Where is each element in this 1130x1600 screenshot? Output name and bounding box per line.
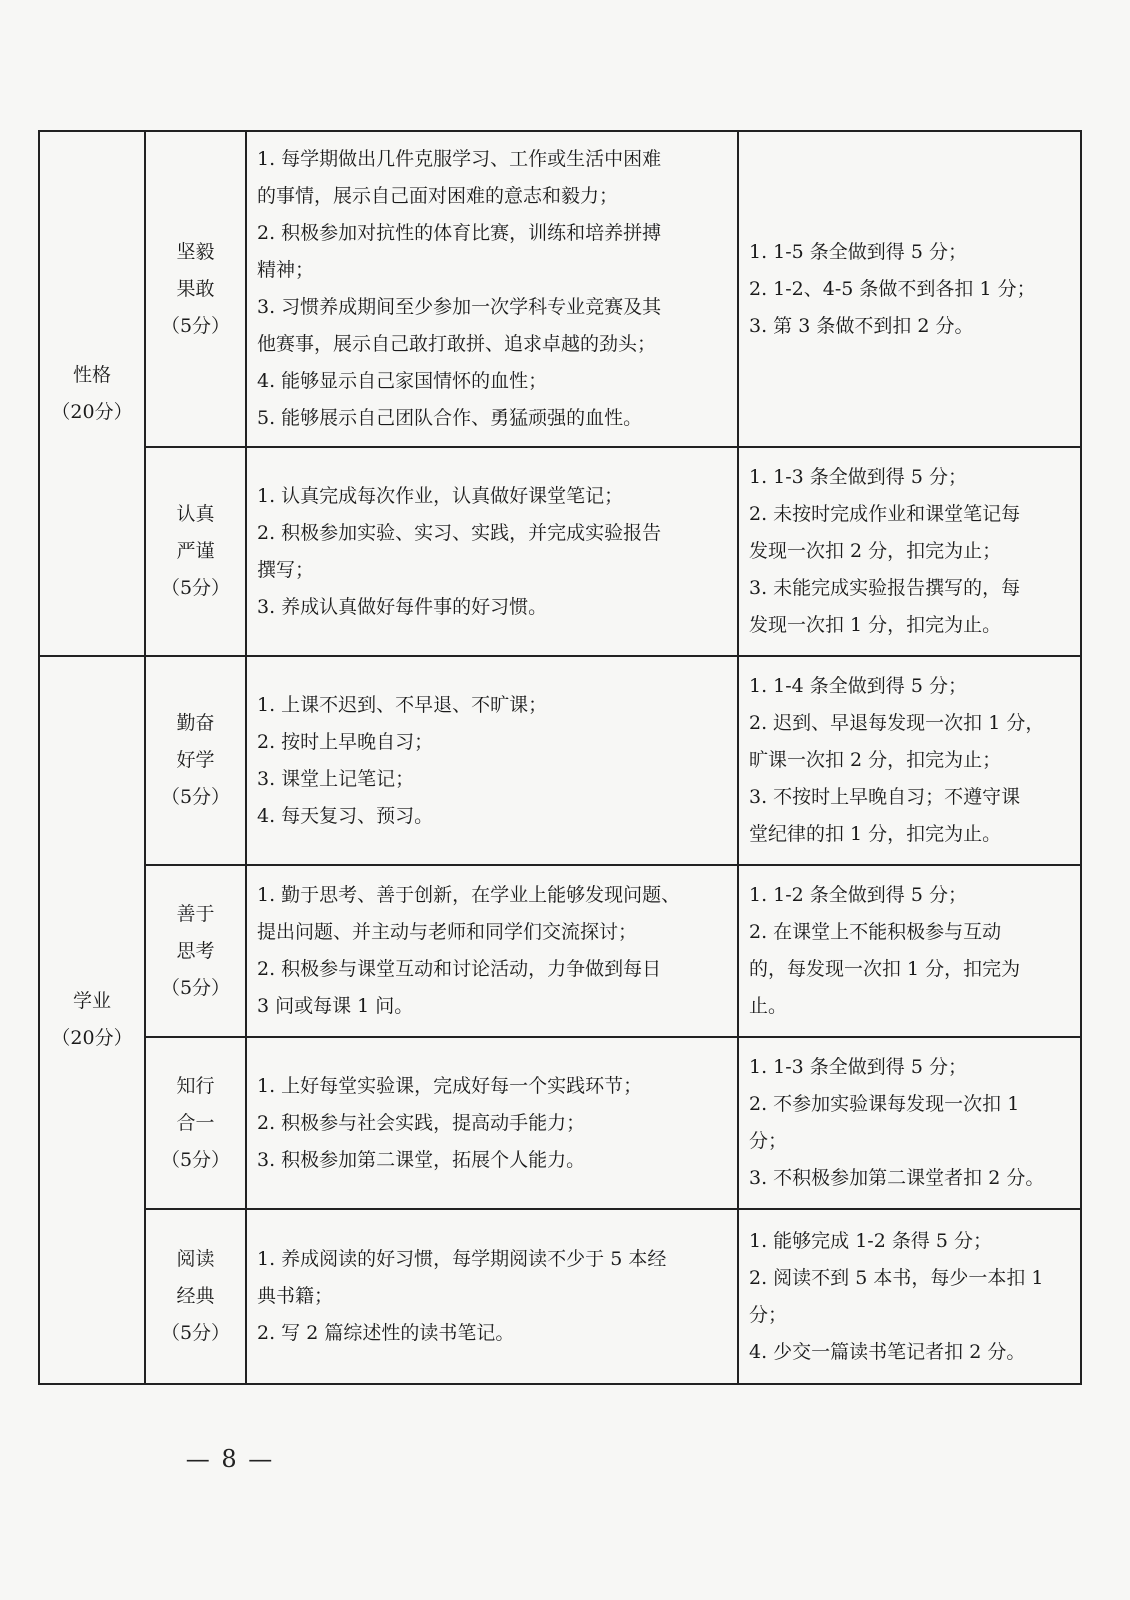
- table-row: [39, 447, 1081, 656]
- item-name-line: 经典: [176, 1285, 215, 1307]
- requirement-line: 4. 每天复习、预习。: [257, 804, 434, 827]
- item-name-cell: [145, 1209, 246, 1384]
- item-name-line: 好学: [176, 749, 215, 771]
- scoring-line: 堂纪律的扣 1 分，扣完为止。: [749, 823, 1002, 845]
- requirement-line: 的事情，展示自己面对困难的意志和毅力；: [257, 185, 619, 207]
- item-name-line: 阅读: [176, 1248, 215, 1270]
- item-name-line: （5分）: [160, 1148, 231, 1171]
- item-name-cell: [145, 865, 246, 1037]
- scoring-line: 分；: [749, 1303, 788, 1326]
- requirement-line: 3 问或每课 1 问。: [257, 995, 414, 1017]
- evaluation-table: [38, 130, 1082, 1385]
- requirement-line: 2. 积极参加对抗性的体育比赛，训练和培养拼搏: [257, 222, 662, 244]
- scoring-line: 1. 能够完成 1-2 条得 5 分；: [749, 1229, 993, 1252]
- scoring-cell: [738, 131, 1081, 447]
- item-name-line: 严谨: [176, 540, 215, 562]
- table-row: [39, 1037, 1081, 1209]
- category-cell: [39, 131, 145, 656]
- scoring-line: 2. 迟到、早退每发现一次扣 1 分，: [749, 712, 1045, 734]
- requirement-line: 1. 养成阅读的好习惯，每学期阅读不少于 5 本经: [257, 1248, 667, 1270]
- requirement-line: 1. 勤于思考、善于创新，在学业上能够发现问题、: [257, 884, 681, 906]
- scoring-line: 3. 不按时上早晚自习；不遵守课: [749, 786, 1021, 808]
- item-name-line: 坚毅: [176, 240, 215, 263]
- requirement-line: 1. 上好每堂实验课，完成好每一个实践环节；: [257, 1074, 643, 1097]
- item-name-line: 知行: [176, 1074, 215, 1097]
- item-name-line: （5分）: [160, 786, 231, 808]
- requirement-line: 精神；: [257, 259, 315, 281]
- requirement-line: 1. 认真完成每次作业，认真做好课堂笔记；: [257, 484, 624, 507]
- evaluation-table-body: [39, 131, 1081, 1384]
- scoring-line: 止。: [749, 995, 788, 1017]
- scoring-line: 3. 不积极参加第二课堂者扣 2 分。: [749, 1167, 1045, 1189]
- item-name-line: （5分）: [160, 976, 231, 999]
- item-name-line: （5分）: [160, 314, 231, 337]
- scoring-cell: [738, 1209, 1081, 1384]
- requirements-cell: [246, 131, 738, 447]
- scoring-line: 旷课一次扣 2 分，扣完为止；: [749, 749, 1002, 771]
- scoring-line: 2. 不参加实验课每发现一次扣 1: [749, 1093, 1020, 1115]
- requirement-line: 2. 积极参与课堂互动和讨论活动，力争做到每日: [257, 958, 662, 980]
- scoring-line: 1. 1-4 条全做到得 5 分；: [749, 675, 967, 697]
- requirement-line: 5. 能够展示自己团队合作、勇猛顽强的血性。: [257, 407, 643, 429]
- item-name-cell: [145, 656, 246, 865]
- item-name-cell: [145, 447, 246, 656]
- item-name-line: 合一: [176, 1111, 215, 1134]
- item-name-cell: [145, 1037, 246, 1209]
- page-number: — 8 —: [185, 1445, 275, 1473]
- requirements-cell: [246, 865, 738, 1037]
- scoring-cell: [738, 447, 1081, 656]
- requirements-cell: [246, 656, 738, 865]
- requirement-line: 4. 能够显示自己家国情怀的血性；: [257, 370, 548, 392]
- scoring-line: 发现一次扣 1 分，扣完为止。: [749, 614, 1002, 636]
- item-name-cell: [145, 131, 246, 447]
- requirement-line: 2. 写 2 篇综述性的读书笔记。: [257, 1322, 515, 1344]
- requirement-line: 3. 积极参加第二课堂，拓展个人能力。: [257, 1148, 586, 1171]
- requirement-line: 2. 积极参与社会实践，提高动手能力；: [257, 1111, 586, 1134]
- table-row: [39, 1209, 1081, 1384]
- scoring-cell: [738, 1037, 1081, 1209]
- requirements-cell: [246, 1209, 738, 1384]
- category-name: 性格: [72, 363, 111, 386]
- item-name-line: 思考: [176, 939, 215, 962]
- scoring-line: 1. 1-3 条全做到得 5 分；: [749, 1056, 967, 1078]
- scoring-line: 2. 在课堂上不能积极参与互动: [749, 921, 1002, 943]
- requirement-line: 撰写；: [257, 558, 315, 581]
- requirements-cell: [246, 1037, 738, 1209]
- item-name-line: 勤奋: [176, 712, 215, 734]
- scoring-line: 1. 1-5 条全做到得 5 分；: [749, 240, 967, 263]
- table-row: [39, 656, 1081, 865]
- requirement-line: 1. 每学期做出几件克服学习、工作或生活中困难: [257, 148, 662, 170]
- scoring-line: 3. 第 3 条做不到扣 2 分。: [749, 314, 974, 337]
- category-cell: [39, 656, 145, 1384]
- scoring-line: 发现一次扣 2 分，扣完为止；: [749, 540, 1002, 562]
- scoring-cell: [738, 865, 1081, 1037]
- scoring-line: 2. 1-2、4-5 条做不到各扣 1 分；: [749, 277, 1036, 300]
- category-score: （20分）: [51, 400, 133, 423]
- item-name-line: 善于: [176, 902, 215, 925]
- scoring-line: 分；: [749, 1130, 788, 1152]
- requirement-line: 3. 养成认真做好每件事的好习惯。: [257, 595, 548, 618]
- table-row: [39, 865, 1081, 1037]
- item-name-line: 果敢: [176, 277, 215, 300]
- requirement-line: 1. 上课不迟到、不早退、不旷课；: [257, 693, 548, 716]
- table-row: [39, 131, 1081, 447]
- scoring-line: 的，每发现一次扣 1 分，扣完为: [749, 958, 1021, 980]
- scoring-line: 3. 未能完成实验报告撰写的，每: [749, 577, 1021, 599]
- requirement-line: 提出问题、并主动与老师和同学们交流探讨；: [257, 921, 638, 943]
- scoring-line: 4. 少交一篇读书笔记者扣 2 分。: [749, 1340, 1026, 1363]
- item-name-line: （5分）: [160, 577, 231, 599]
- requirement-line: 典书籍；: [257, 1285, 334, 1307]
- category-score: （20分）: [51, 1027, 133, 1049]
- scoring-line: 1. 1-3 条全做到得 5 分；: [749, 466, 967, 488]
- scoring-cell: [738, 656, 1081, 865]
- item-name-line: 认真: [176, 503, 215, 525]
- category-name: 学业: [72, 990, 111, 1012]
- scoring-line: 2. 未按时完成作业和课堂笔记每: [749, 503, 1021, 525]
- item-name-line: （5分）: [160, 1322, 231, 1344]
- requirement-line: 他赛事，展示自己敢打敢拼、追求卓越的劲头；: [257, 333, 657, 355]
- requirement-line: 3. 习惯养成期间至少参加一次学科专业竞赛及其: [257, 296, 662, 318]
- requirement-line: 2. 按时上早晚自习；: [257, 730, 434, 753]
- requirement-line: 3. 课堂上记笔记；: [257, 767, 415, 790]
- scoring-line: 2. 阅读不到 5 本书，每少一本扣 1: [749, 1266, 1044, 1289]
- requirement-line: 2. 积极参加实验、实习、实践，并完成实验报告: [257, 521, 662, 544]
- requirements-cell: [246, 447, 738, 656]
- scoring-line: 1. 1-2 条全做到得 5 分；: [749, 884, 967, 906]
